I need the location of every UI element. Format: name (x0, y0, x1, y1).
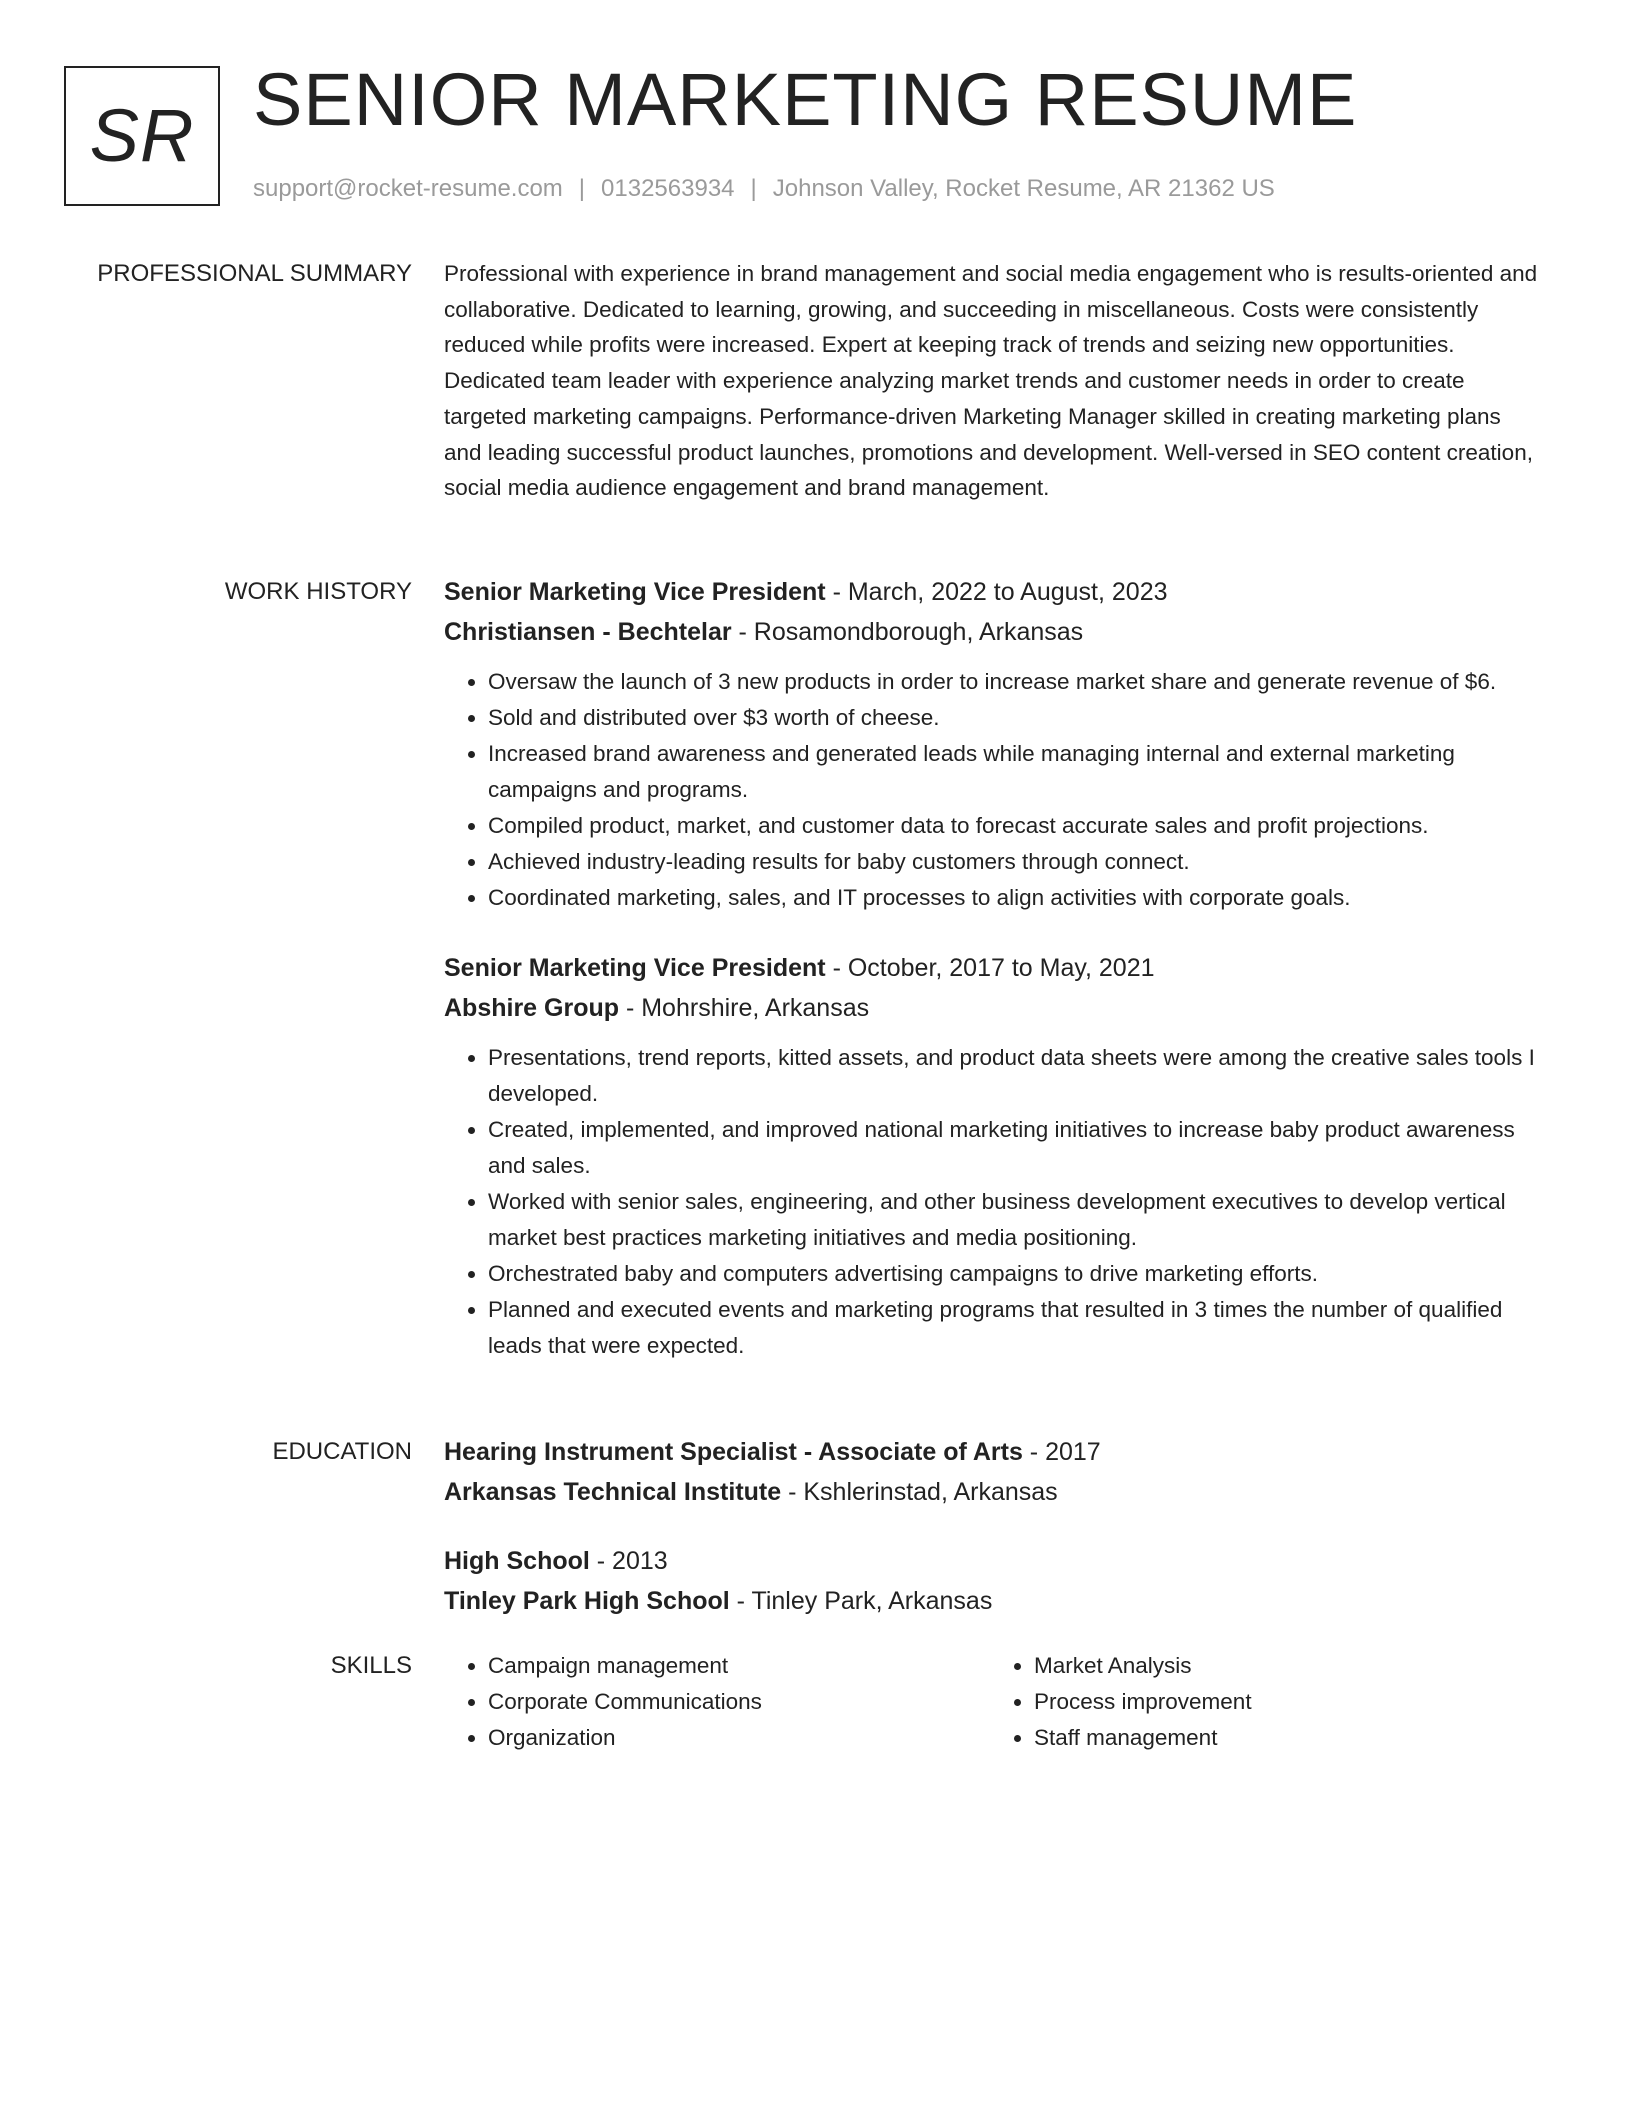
job-bullet: • Worked with senior sales, engineering, and other business development executives to develop vertical market best practices marketing initiatives and media positioning. (488, 1184, 1544, 1256)
resume-title: SENIOR MARKETING RESUME (253, 58, 1358, 141)
education-year: - 2017 (1022, 1438, 1101, 1466)
job-title: Senior Marketing Vice President (444, 954, 826, 982)
education-school: Tinley Park High School (444, 1587, 730, 1615)
skill-item: • Corporate Communications (488, 1684, 990, 1720)
education-school: Arkansas Technical Institute (444, 1478, 782, 1506)
summary-body (444, 256, 1544, 506)
education-degree-line (444, 1541, 1544, 1581)
monogram-initials: SR (89, 94, 195, 177)
job-location: - Mohrshire, Arkansas (619, 994, 870, 1022)
job-company-line (444, 988, 1544, 1028)
education-body (444, 1432, 1544, 1621)
work-history-body (444, 572, 1544, 1364)
education-school-line (444, 1472, 1544, 1512)
education-degree-line (444, 1432, 1544, 1472)
job-bullet: • Sold and distributed over $3 worth of cheese. (488, 700, 1544, 736)
skill-item: • Staff management (1034, 1720, 1536, 1756)
job-company: Christiansen - Bechtelar (444, 618, 732, 646)
education-entry (444, 1541, 1544, 1621)
contact-separator: | (578, 175, 586, 202)
section-label-work-history: WORK HISTORY (224, 578, 412, 605)
section-label-summary: PROFESSIONAL SUMMARY (97, 260, 412, 287)
job-location: - Rosamondborough, Arkansas (731, 618, 1084, 646)
section-label-skills: SKILLS (330, 1652, 412, 1679)
contact-separator: | (750, 175, 757, 202)
education-degree: High School (444, 1547, 590, 1575)
job-bullet: • Presentations, trend reports, kitted assets, and product data sheets were among the creative sales tools I developed. (488, 1040, 1544, 1112)
education-entry (444, 1432, 1544, 1512)
job-bullet: • Oversaw the launch of 3 new products in order to increase market share and generate revenue of $6. (488, 664, 1544, 700)
skills-column-right (990, 1648, 1536, 1756)
job-dates: - March, 2022 to August, 2023 (825, 578, 1168, 606)
job-title: Senior Marketing Vice President (444, 578, 826, 606)
contact-email: support@rocket-resume.com (253, 175, 563, 202)
job-bullet: • Created, implemented, and improved national marketing initiatives to increase baby product awareness and sales. (488, 1112, 1544, 1184)
skills-body (444, 1648, 1544, 1756)
job-company-line (444, 612, 1544, 652)
job-entry (444, 572, 1544, 916)
contact-phone: 0132563934 (601, 175, 735, 202)
job-bullet: • Planned and executed events and marketing programs that resulted in 3 times the number of qualified leads that were expected. (488, 1292, 1544, 1364)
job-bullet: • Orchestrated baby and computers advertising campaigns to drive marketing efforts. (488, 1256, 1544, 1292)
skills-column-left (444, 1648, 990, 1756)
section-label-education: EDUCATION (272, 1438, 412, 1465)
contact-line (253, 172, 1275, 206)
summary-text: Professional with experience in brand management and social media engagement who is results-oriented and collaborative. Dedicated to learning, growing, and succeeding in miscellaneous. Costs were consistently reduced while profits were increased. Expert at keeping track of trends and seizing new opportunities. Dedicated team leader with experience analyzing market trends and customer needs in order to create targeted marketing campaigns. Performance-driven Marketing Manager skilled in creating marketing plans and leading successful product launches, promotions and development. Well-versed in SEO content creation, social media audience engagement and brand management. (444, 261, 1538, 501)
job-entry (444, 948, 1544, 1364)
skill-item: • Organization (488, 1720, 990, 1756)
job-bullets (444, 664, 1544, 916)
education-location: - Tinley Park, Arkansas (729, 1587, 993, 1615)
skill-item: • Market Analysis (1034, 1648, 1536, 1684)
education-degree: Hearing Instrument Specialist - Associate of Arts (444, 1438, 1023, 1466)
job-bullet: • Increased brand awareness and generated leads while managing internal and external marketing campaigns and programs. (488, 736, 1544, 808)
education-school-line (444, 1581, 1544, 1621)
contact-address: Johnson Valley, Rocket Resume, AR 21362 US (772, 175, 1275, 202)
job-company: Abshire Group (444, 994, 620, 1022)
job-title-line (444, 572, 1544, 612)
job-title-line (444, 948, 1544, 988)
job-bullet: • Achieved industry-leading results for baby customers through connect. (488, 844, 1544, 880)
monogram-box (64, 66, 220, 206)
skill-item: • Process improvement (1034, 1684, 1536, 1720)
education-year: - 2013 (589, 1547, 668, 1575)
job-bullet: • Coordinated marketing, sales, and IT processes to align activities with corporate goals. (488, 880, 1544, 916)
education-location: - Kshlerinstad, Arkansas (781, 1478, 1058, 1506)
skills-columns (444, 1648, 1544, 1756)
job-bullet: • Compiled product, market, and customer data to forecast accurate sales and profit projections. (488, 808, 1544, 844)
job-dates: - October, 2017 to May, 2021 (825, 954, 1155, 982)
skill-item: • Campaign management (488, 1648, 990, 1684)
job-bullets (444, 1040, 1544, 1364)
